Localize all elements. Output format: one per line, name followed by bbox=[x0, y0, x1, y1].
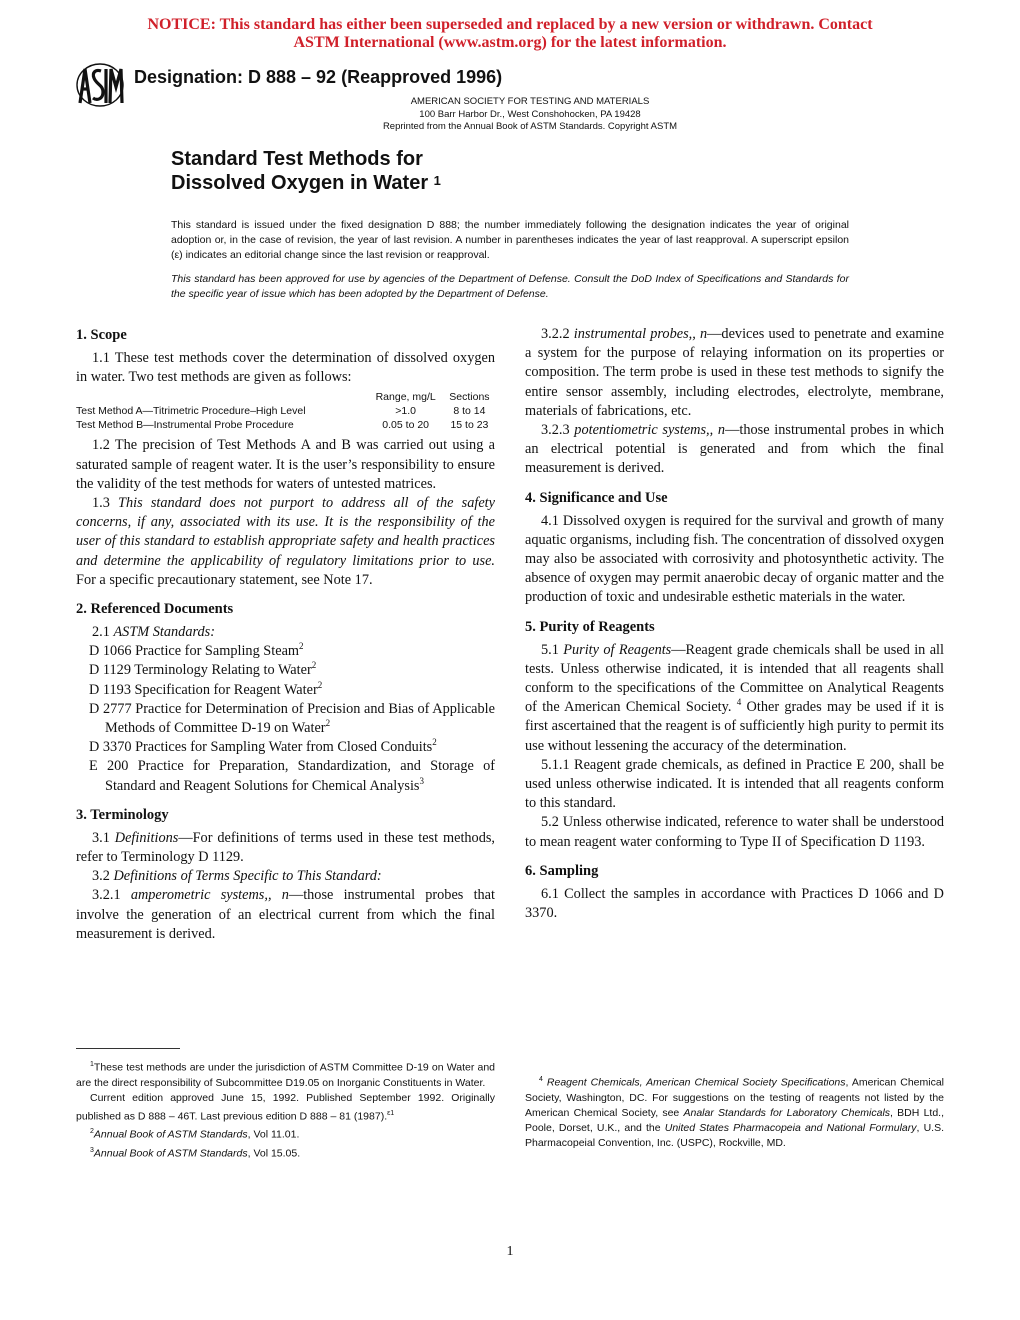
range-cell: >1.0 bbox=[395, 405, 417, 418]
section-heading-purity: 5. Purity of Reagents bbox=[525, 618, 655, 635]
reference-item: D 1066 Practice for Sampling Steam$^2$ bbox=[89, 641, 304, 660]
para-3-2-3: 3.2.3 potentiometric systems,, n—those instrumental probes in which an electrical potential is generated and from which the final measurement is derived. bbox=[525, 422, 945, 477]
method-cell: Test Method A—Titrimetric Procedure–High Level bbox=[76, 405, 306, 418]
para-3-1: 3.1 Definitions—For definitions of terms used in these test methods, refer to Terminology D 1129. bbox=[76, 829, 495, 866]
reference-item: D 1129 Terminology Relating to Water$^2$ bbox=[89, 660, 317, 679]
method-cell: Test Method B—Instrumental Probe Procedure bbox=[76, 419, 294, 432]
para-1-2: 1.2 The precision of Test Methods A and B was carried out using a saturated sample of reagent water. It is the user’s responsibility to ensure the validity of the test methods for waters of untested matrices. bbox=[76, 437, 495, 492]
para-4-1: 4.1 Dissolved oxygen is required for the survival and growth of many aquatic organisms, including fish. The concentration of dissolved oxygen may also be associated with corrosivity and photosynthetic activity. The absence of oxygen may permit anaerobic decay of organic matter and the production of toxic and undesirable esthetic materials in the water. bbox=[525, 512, 944, 606]
para-5-2: 5.2 Unless otherwise indicated, reference to water shall be understood to mean reagent water conforming to Type II of Specification D 1193. bbox=[525, 814, 944, 850]
title-footnote-ref: 1 bbox=[433, 173, 441, 188]
reference-item: E 200 Practice for Preparation, Standardization, and Storage of Standard and Reagent Solutions for Chemical Analysis$^3$ bbox=[89, 758, 495, 794]
table-header-sections: Sections bbox=[449, 391, 490, 404]
reference-item: D 1193 Specification for Reagent Water$^2$ bbox=[89, 679, 323, 698]
reprint-note: Reprinted from the Annual Book of ASTM Standards. Copyright ASTM bbox=[382, 121, 678, 132]
range-cell: 0.05 to 20 bbox=[382, 419, 430, 432]
sections-cell: 15 to 23 bbox=[450, 419, 489, 432]
para-1-3: 1.3 This standard does not purport to address all of the safety concerns, if any, associated with its use. It is the responsibility of the user of this standard to establish appropriate safety and health practices and determine the applicability of regulatory limitations prior to use. For a specific precautionary statement, see Note 17. bbox=[76, 495, 495, 588]
section-heading-scope: 1. Scope bbox=[76, 327, 127, 343]
sections-cell: 8 to 14 bbox=[453, 405, 486, 418]
para-3-2-1: 3.2.1 amperometric systems,, n—those instrumental probes that involve the generation of an electrical current from which the final measurement is derived. bbox=[76, 887, 496, 942]
defined-term: potentiometric systems, bbox=[574, 422, 710, 439]
footnote-1: $^1$These test methods are under the jurisdiction of ASTM Committee D-19 on Water and are the direct responsibility of Subcommittee D19.05 on Inorganic Constituents in Water. bbox=[76, 1061, 495, 1089]
safety-caveat: This standard does not purport to address all of the safety concerns, if any, associated with its use. It is the responsibility of the user of this standard to establish appropriate safety and health practices and determine the applicability of regulatory limitations prior to use. bbox=[76, 495, 495, 569]
designation: Designation: D 888 – 92 (Reapproved 1996) bbox=[134, 67, 503, 87]
footnote-1-edition: Current edition approved June 15, 1992. Published September 1992. Originally published as D 888 – 46T. Last previous edition D 888 – 81 (1987).$^{\varepsilon 1}$ bbox=[76, 1091, 495, 1122]
para-5-1: 5.1 Purity of Reagents—Reagent grade chemicals shall be used in all tests. Unless otherwise indicated, it is intended that all reagents shall conform to the specifications of the Committee on Analytical Reagents of the American Chemical Society. $^4$ Other grades may be used if it is first ascertained that the reagent is of sufficiently high purity to permit its use without lessening the accuracy of the determination. bbox=[525, 641, 945, 754]
para-3-2-2: 3.2.2 instrumental probes,, n—devices used to penetrate and examine a system for the purpose of relaying information on its properties or composition. The term probe is used in these test methods to signify the entire sensor assembly, including electrodes, electrolyte, membrane, materials of fabrications, etc. bbox=[525, 326, 944, 419]
para-2-1: 2.1 ASTM Standards: bbox=[92, 624, 215, 641]
title-line-1: Standard Test Methods for bbox=[171, 148, 423, 170]
right-column bbox=[525, 325, 944, 923]
footnotes-right bbox=[525, 1072, 944, 1151]
table-row bbox=[76, 418, 495, 432]
defined-term: amperometric systems, bbox=[130, 887, 268, 904]
para-1-1: 1.1 These test methods cover the determination of dissolved oxygen in water. Two test methods are given as follows: bbox=[76, 350, 495, 386]
page-number: 1 bbox=[506, 1244, 514, 1259]
footnotes-left bbox=[76, 1057, 495, 1161]
section-heading-sampling: 6. Sampling bbox=[525, 862, 599, 879]
defined-term: instrumental probes, bbox=[573, 326, 693, 342]
publisher-address: 100 Barr Harbor Dr., West Conshohocken, PA 19428 bbox=[419, 108, 641, 120]
publisher-name: AMERICAN SOCIETY FOR TESTING AND MATERIALS bbox=[410, 96, 650, 107]
footnote-divider bbox=[76, 1048, 180, 1049]
methods-table bbox=[76, 390, 495, 432]
footnote-4: $^4$ Reagent Chemicals, American Chemical Society Specifications, American Chemical Society, Washington, DC. For suggestions on the testing of reagents not listed by the American Chemical Society, see Analar Standards for Laboratory Chemicals, BDH Ltd., Poole, Dorset, U.K., and the United States Pharmacopeia and National Formulary, U.S. Pharmacopeial Convention, Inc. (USPC), Rockville, MD. bbox=[525, 1076, 945, 1149]
document-title bbox=[171, 147, 441, 195]
footnote-2: $^2$Annual Book of ASTM Standards, Vol 11.01. bbox=[90, 1128, 300, 1141]
notice-line-2: ASTM International (www.astm.org) for the latest information. bbox=[293, 34, 727, 51]
superseded-notice bbox=[0, 16, 1020, 52]
table-row bbox=[76, 404, 495, 418]
table-header-range: Range, mg/L bbox=[375, 391, 436, 404]
para-5-1-1: 5.1.1 Reagent grade chemicals, as defined in Practice E 200, shall be used unless otherwise indicated. It is intended that all reagents conform to this standard. bbox=[525, 756, 944, 812]
publisher-block bbox=[330, 96, 730, 134]
reference-item: D 2777 Practice for Determination of Precision and Bias of Applicable Methods of Committee D-19 on Water$^2$ bbox=[89, 700, 495, 737]
notice-line-1: NOTICE: This standard has either been superseded and replaced by a new version or withdrawn. Contact bbox=[147, 16, 873, 33]
astm-logo-icon bbox=[76, 63, 124, 107]
issuance-note: This standard is issued under the fixed designation D 888; the number immediately following the designation indicates the year of original adoption or, in the case of revision, the year of last revision. A number in parentheses indicates the year of last reapproval. A superscript epsilon (ε) indicates an editorial change since the last revision or reapproval. bbox=[171, 219, 849, 261]
section-heading-terminology: 3. Terminology bbox=[76, 806, 169, 823]
section-heading-significance: 4. Significance and Use bbox=[525, 489, 668, 506]
footnote-3: $^3$Annual Book of ASTM Standards, Vol 15.05. bbox=[90, 1146, 301, 1159]
para-6-1: 6.1 Collect the samples in accordance with Practices D 1066 and D 3370. bbox=[525, 885, 944, 922]
dod-approval-note: This standard has been approved for use by agencies of the Department of Defense. Consult the DoD Index of Specifications and Standards for the specific year of issue which has been adopted by the Department of Defense. bbox=[171, 273, 849, 300]
left-column bbox=[76, 325, 495, 944]
para-3-2: 3.2 Definitions of Terms Specific to This Standard: bbox=[92, 868, 382, 885]
title-line-2: Dissolved Oxygen in Water bbox=[171, 172, 429, 194]
reference-item: D 3370 Practices for Sampling Water from Closed Conduits$^2$ bbox=[89, 737, 437, 756]
section-heading-referenced-documents: 2. Referenced Documents bbox=[76, 601, 234, 618]
